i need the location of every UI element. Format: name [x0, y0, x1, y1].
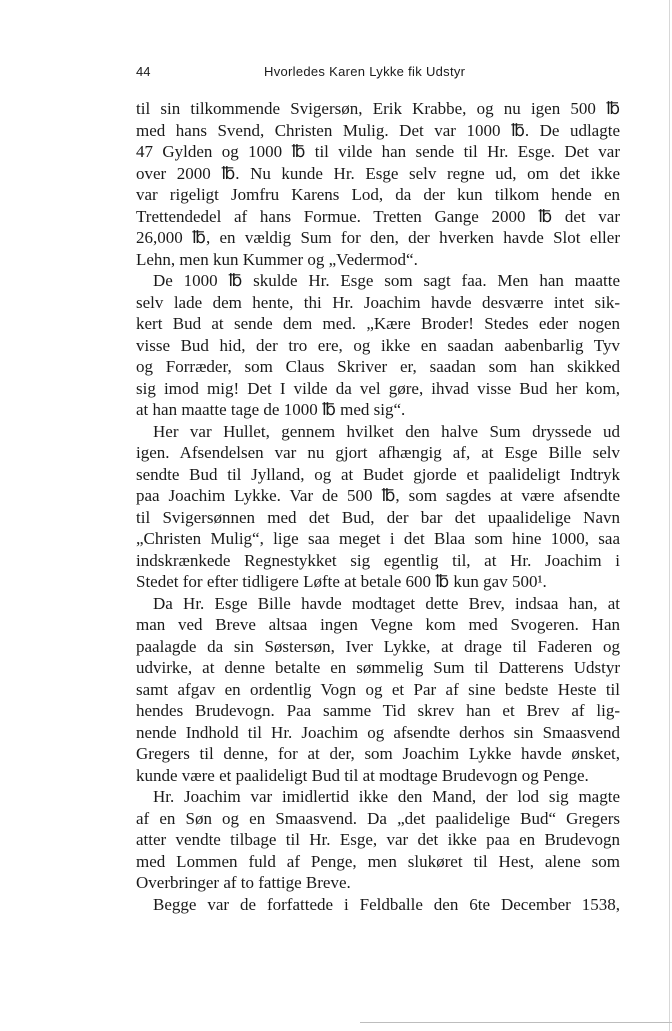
text-line: og Forræder, som Claus Skriver er, saadan som han skikked: [136, 357, 620, 376]
text-line: til sin tilkommende Svigersøn, Erik Krabbe, og nu igen 500 ℔: [136, 99, 620, 118]
text-line: nende Indhold til Hr. Joachim og afsendte derhos sin Smaasvend: [136, 722, 620, 742]
running-title: Hvorledes Karen Lykke fik Udstyr: [264, 64, 466, 79]
text-line: De 1000 ℔ skulde Hr. Esge som sagt faa. Men han maatte: [153, 271, 620, 290]
text-line: af en Søn og en Smaasvend. Da „det paalidelige Bud“ Gregers: [136, 808, 620, 828]
text-line: Lehn, men kun Kummer og „Vedermod“.: [136, 249, 418, 269]
text-line: til Svigersønnen med det Bud, der bar det upaalidelige Navn: [136, 507, 620, 527]
text-line: Gregers til denne, for at der, som Joachim Lykke havde ønsket,: [136, 744, 620, 763]
text-line: 26,000 ℔, en vældig Sum for den, der hverken havde Slot eller: [136, 228, 620, 247]
text-line: Hr. Joachim var imidlertid ikke den Mand, der lod sig magte: [153, 787, 620, 806]
text-line: sig imod mig! Det I vilde da vel gøre, ihvad visse Bud her kom,: [136, 378, 620, 398]
text-line: over 2000 ℔. Nu kunde Hr. Esge selv regne ud, om det ikke: [136, 163, 620, 183]
text-line: sendte Bud til Jylland, og at Budet gjorde et paalideligt Indtryk: [136, 464, 620, 484]
text-line: indskrænkede Regnestykket sig egentlig til, at Hr. Joachim i: [136, 550, 620, 570]
text-line: kert Bud at sende dem med. „Kære Broder! Stedes eder nogen: [136, 314, 620, 333]
page-header: [136, 64, 620, 84]
text-line: Da Hr. Esge Bille havde modtaget dette Brev, indsaa han, at: [153, 593, 620, 613]
page-number: 44: [136, 64, 151, 79]
text-line: var rigeligt Jomfru Karens Lod, da der kun tilkom hende en: [136, 185, 620, 204]
text-line: man ved Breve altsaa ingen Vegne kom med Svogeren. Han: [136, 615, 620, 634]
text-line: samt afgav en ordentlig Vogn og et Par af sine bedste Heste til: [136, 679, 620, 699]
text-line: selv lade dem hente, thi Hr. Joachim havde desværre intet sik-: [136, 292, 620, 312]
text-line: Begge var de forfattede i Feldballe den 6te December 1538,: [153, 894, 620, 914]
text-line: med Lommen fuld af Penge, men slukøret til Hest, alene som: [136, 851, 620, 871]
bottom-edge-line: [360, 1022, 672, 1023]
text-line: med hans Svend, Christen Mulig. Det var 1000 ℔. De udlagte: [136, 120, 620, 140]
text-line: „Christen Mulig“, lige saa meget i det Blaa som hine 1000, saa: [136, 529, 620, 548]
text-line: kunde være et paalideligt Bud til at modtage Brudevogn og Penge.: [136, 765, 589, 785]
text-line: udvirke, at denne betalte en sømmelig Sum til Datterens Udstyr: [136, 658, 620, 677]
text-line: igen. Afsendelsen var nu gjort afhængig af, at Esge Bille selv: [136, 443, 620, 462]
text-line: Stedet for efter tidligere Løfte at betale 600 ℔ kun gav 500¹.: [136, 572, 547, 591]
text-line: hendes Brudevogn. Paa samme Tid skrev han et Brev af lig-: [136, 701, 620, 720]
text-line: 47 Gylden og 1000 ℔ til vilde han sende til Hr. Esge. Det var: [136, 142, 620, 161]
body-text: [136, 98, 620, 915]
text-line: paalagde da sin Søstersøn, Iver Lykke, at drage til Faderen og: [136, 636, 620, 656]
text-line: paa Joachim Lykke. Var de 500 ℔, som sagdes at være afsendte: [136, 486, 620, 505]
page-edge-line: [669, 0, 670, 1031]
text-line: visse Bud hid, der tro ere, og ikke en saadan aabenbarlig Tyv: [136, 335, 620, 355]
text-line: Overbringer af to fattige Breve.: [136, 873, 351, 892]
text-line: atter vendte tilbage til Hr. Esge, var det ikke paa en Brudevogn: [136, 830, 620, 849]
text-line: Trettendedel af hans Formue. Tretten Gange 2000 ℔ det var: [136, 206, 620, 226]
text-line: at han maatte tage de 1000 ℔ med sig“.: [136, 400, 406, 419]
text-line: Her var Hullet, gennem hvilket den halve Sum dryssede ud: [153, 421, 620, 441]
